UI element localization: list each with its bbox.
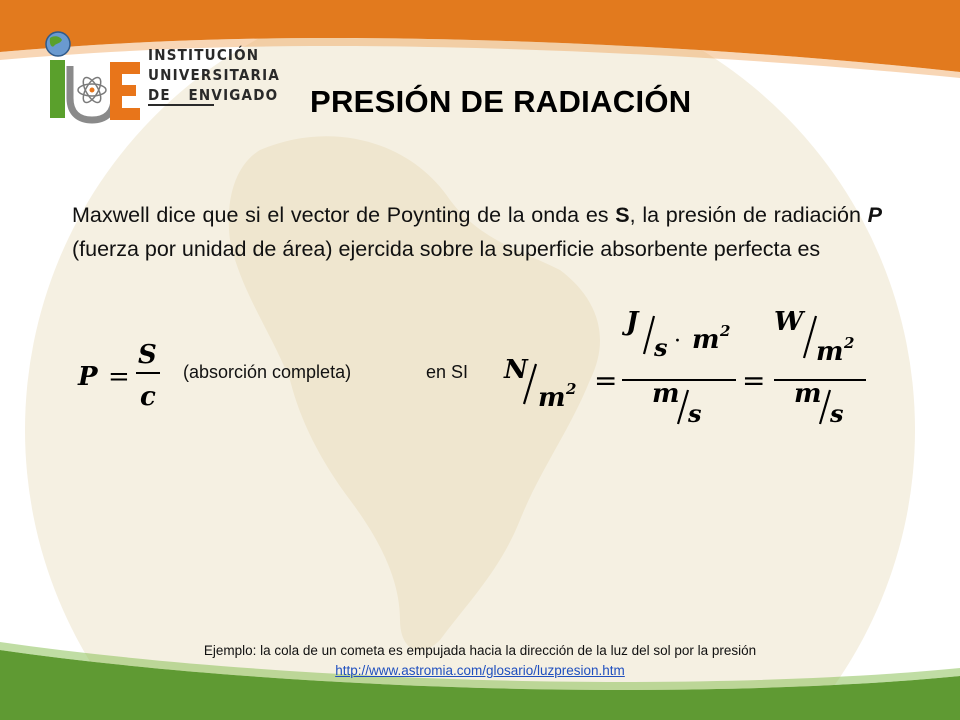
absorption-label: (absorción completa) [183, 362, 352, 382]
body-text-part-1: Maxwell dice que si el vector de Poynting de la onda es [72, 203, 616, 227]
unit-slash [644, 316, 654, 354]
footer [0, 641, 960, 681]
logo-line-2: UNIVERSITARIA [148, 66, 281, 84]
unit-slash [804, 316, 816, 358]
formula-denominator: c [140, 382, 156, 412]
unit-exponent: 2 [720, 322, 731, 340]
unit-m: m [816, 337, 844, 367]
unit-s: s [654, 333, 668, 362]
institution-logo [40, 30, 281, 126]
units-equation [498, 300, 878, 430]
pressure-symbol: P [867, 203, 882, 227]
logo-underline [148, 104, 214, 106]
body-paragraph [72, 198, 882, 266]
unit-m: m [692, 325, 720, 355]
unit-s: s [688, 399, 702, 428]
units-watt-fraction [774, 307, 866, 428]
pressure-formula [70, 335, 170, 415]
body-text-part-2: , la presión de radiación [629, 203, 868, 227]
logo-line-3: DE ENVIGADO [148, 86, 279, 104]
units-equals-1: = [594, 364, 618, 397]
unit-m: m [652, 379, 680, 409]
logo-line-1: INSTITUCIÓN [148, 46, 260, 64]
atom-icon [78, 75, 106, 105]
unit-W: W [774, 307, 804, 337]
logo-letter-e [110, 62, 140, 120]
slide-title: PRESIÓN DE RADIACIÓN [310, 84, 692, 119]
unit-m: m [794, 379, 822, 409]
poynting-vector-symbol: S [615, 203, 630, 227]
si-label: en SI [426, 362, 469, 382]
unit-exponent: 2 [844, 334, 855, 352]
formula-equals: = [108, 362, 130, 392]
units-joule-fraction [621, 307, 736, 428]
unit-exponent: 2 [566, 380, 577, 398]
unit-m: m [538, 383, 566, 413]
body-text-part-3: (fuerza por unidad de área) ejercida sobre la superficie absorbente perfecta es [72, 237, 821, 261]
units-equals-2: = [742, 364, 766, 397]
unit-N: N [504, 355, 528, 385]
globe-icon [46, 32, 70, 56]
unit-s: s [830, 399, 844, 428]
footer-text: Ejemplo: la cola de un cometa es empujada hacia la dirección de la luz del sol por la presión [203, 643, 757, 658]
unit-J: J [626, 307, 639, 337]
footer-link[interactable]: http://www.astromia.com/glosario/luzpresion.htm [335, 663, 625, 678]
formula-lhs: P [78, 362, 98, 392]
logo-letter-u [70, 66, 114, 120]
unit-dot: · [674, 329, 681, 354]
logo-letter-i [50, 60, 65, 118]
units-newton-per-square-meter [503, 355, 576, 413]
formula-numerator: S [138, 340, 157, 370]
